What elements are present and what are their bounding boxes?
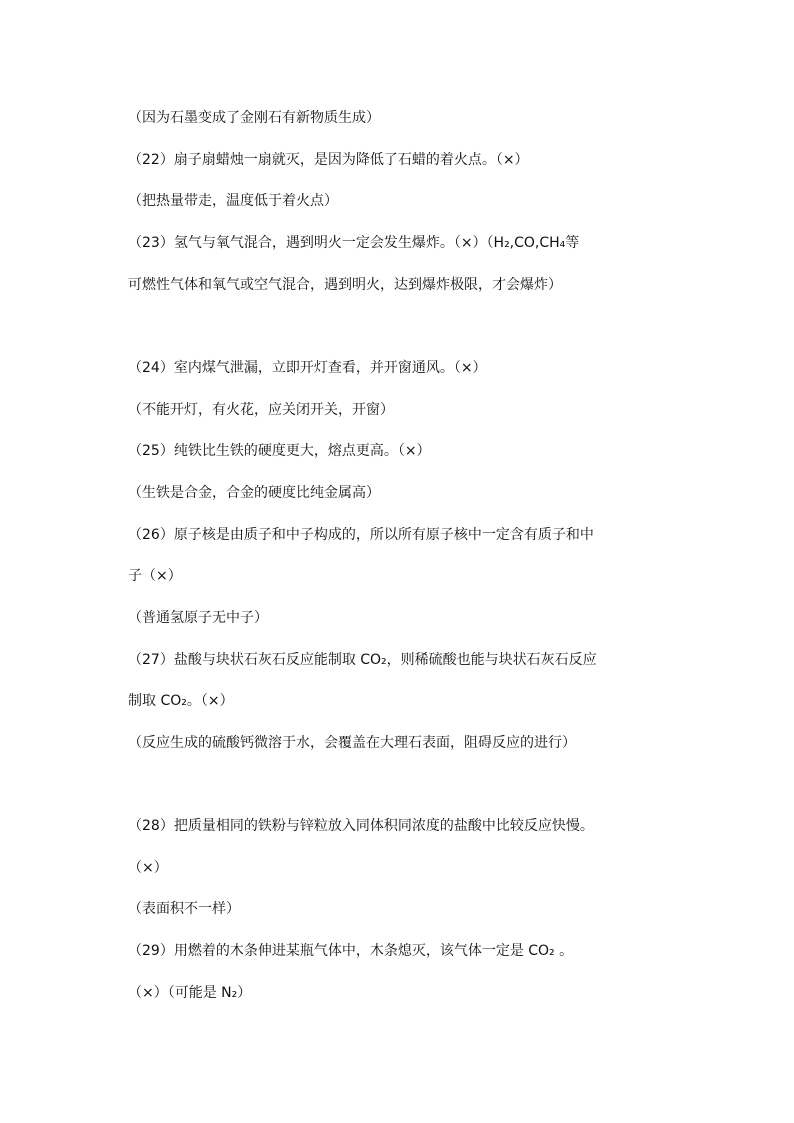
line-text: （把热量带走，温度低于着火点） [128, 193, 338, 209]
line-text: （23）氢气与氧气混合，遇到明火一定会发生爆炸。（×）（H₂,CO,CH₄等 [128, 235, 580, 251]
line-text: （因为石墨变成了金刚石有新物质生成） [128, 110, 380, 126]
text-line [128, 401, 688, 419]
text-line [128, 942, 688, 960]
line-text: （25）纯铁比生铁的硬度更大，熔点更高。（×） [128, 443, 431, 459]
line-text: （×）（可能是 N₂） [128, 985, 252, 1001]
line-text: （29）用燃着的木条伸进某瓶气体中，木条熄灭，该气体一定是 CO₂ 。 [128, 943, 574, 959]
line-text: （不能开灯，有火花，应关闭开关，开窗） [128, 402, 394, 418]
text-line [128, 734, 688, 752]
line-text: （24）室内煤气泄漏，立即开灯查看，并开窗通风。（×） [128, 360, 487, 376]
text-line [128, 442, 688, 460]
line-text: （表面积不一样） [128, 901, 240, 917]
line-text: （27）盐酸与块状石灰石反应能制取 CO₂，则稀硫酸也能与块状石灰石反应 [128, 652, 597, 668]
line-text: 制取 CO₂。（×） [128, 693, 234, 709]
text-line [128, 151, 688, 169]
text-line [128, 692, 688, 710]
text-line [128, 276, 688, 294]
text-line [128, 109, 688, 127]
text-line [128, 526, 688, 544]
line-text: （26）原子核是由质子和中子构成的，所以所有原子核中一定含有质子和中 [128, 527, 594, 543]
text-line [128, 984, 688, 1002]
line-text: 子（×） [128, 568, 182, 584]
text-line [128, 900, 688, 918]
text-line [128, 234, 688, 252]
text-line [128, 359, 688, 377]
text-line [128, 859, 688, 877]
line-text: （生铁是合金，合金的硬度比纯金属高） [128, 485, 380, 501]
text-line [128, 484, 688, 502]
text-line [128, 567, 688, 585]
line-text: （反应生成的硫酸钙微溶于水，会覆盖在大理石表面，阻碍反应的进行） [128, 735, 576, 751]
line-text: （28）把质量相同的铁粉与锌粒放入同体积同浓度的盐酸中比较反应快慢。 [128, 818, 594, 834]
text-line [128, 192, 688, 210]
text-line [128, 609, 688, 627]
line-text: 可燃性气体和氧气或空气混合，遇到明火，达到爆炸极限，才会爆炸） [128, 277, 562, 293]
line-text: （22）扇子扇蜡烛一扇就灭，是因为降低了石蜡的着火点。（×） [128, 152, 529, 168]
text-line [128, 651, 688, 669]
text-line [128, 817, 688, 835]
line-text: （普通氢原子无中子） [128, 610, 268, 626]
line-text: （×） [128, 860, 168, 876]
